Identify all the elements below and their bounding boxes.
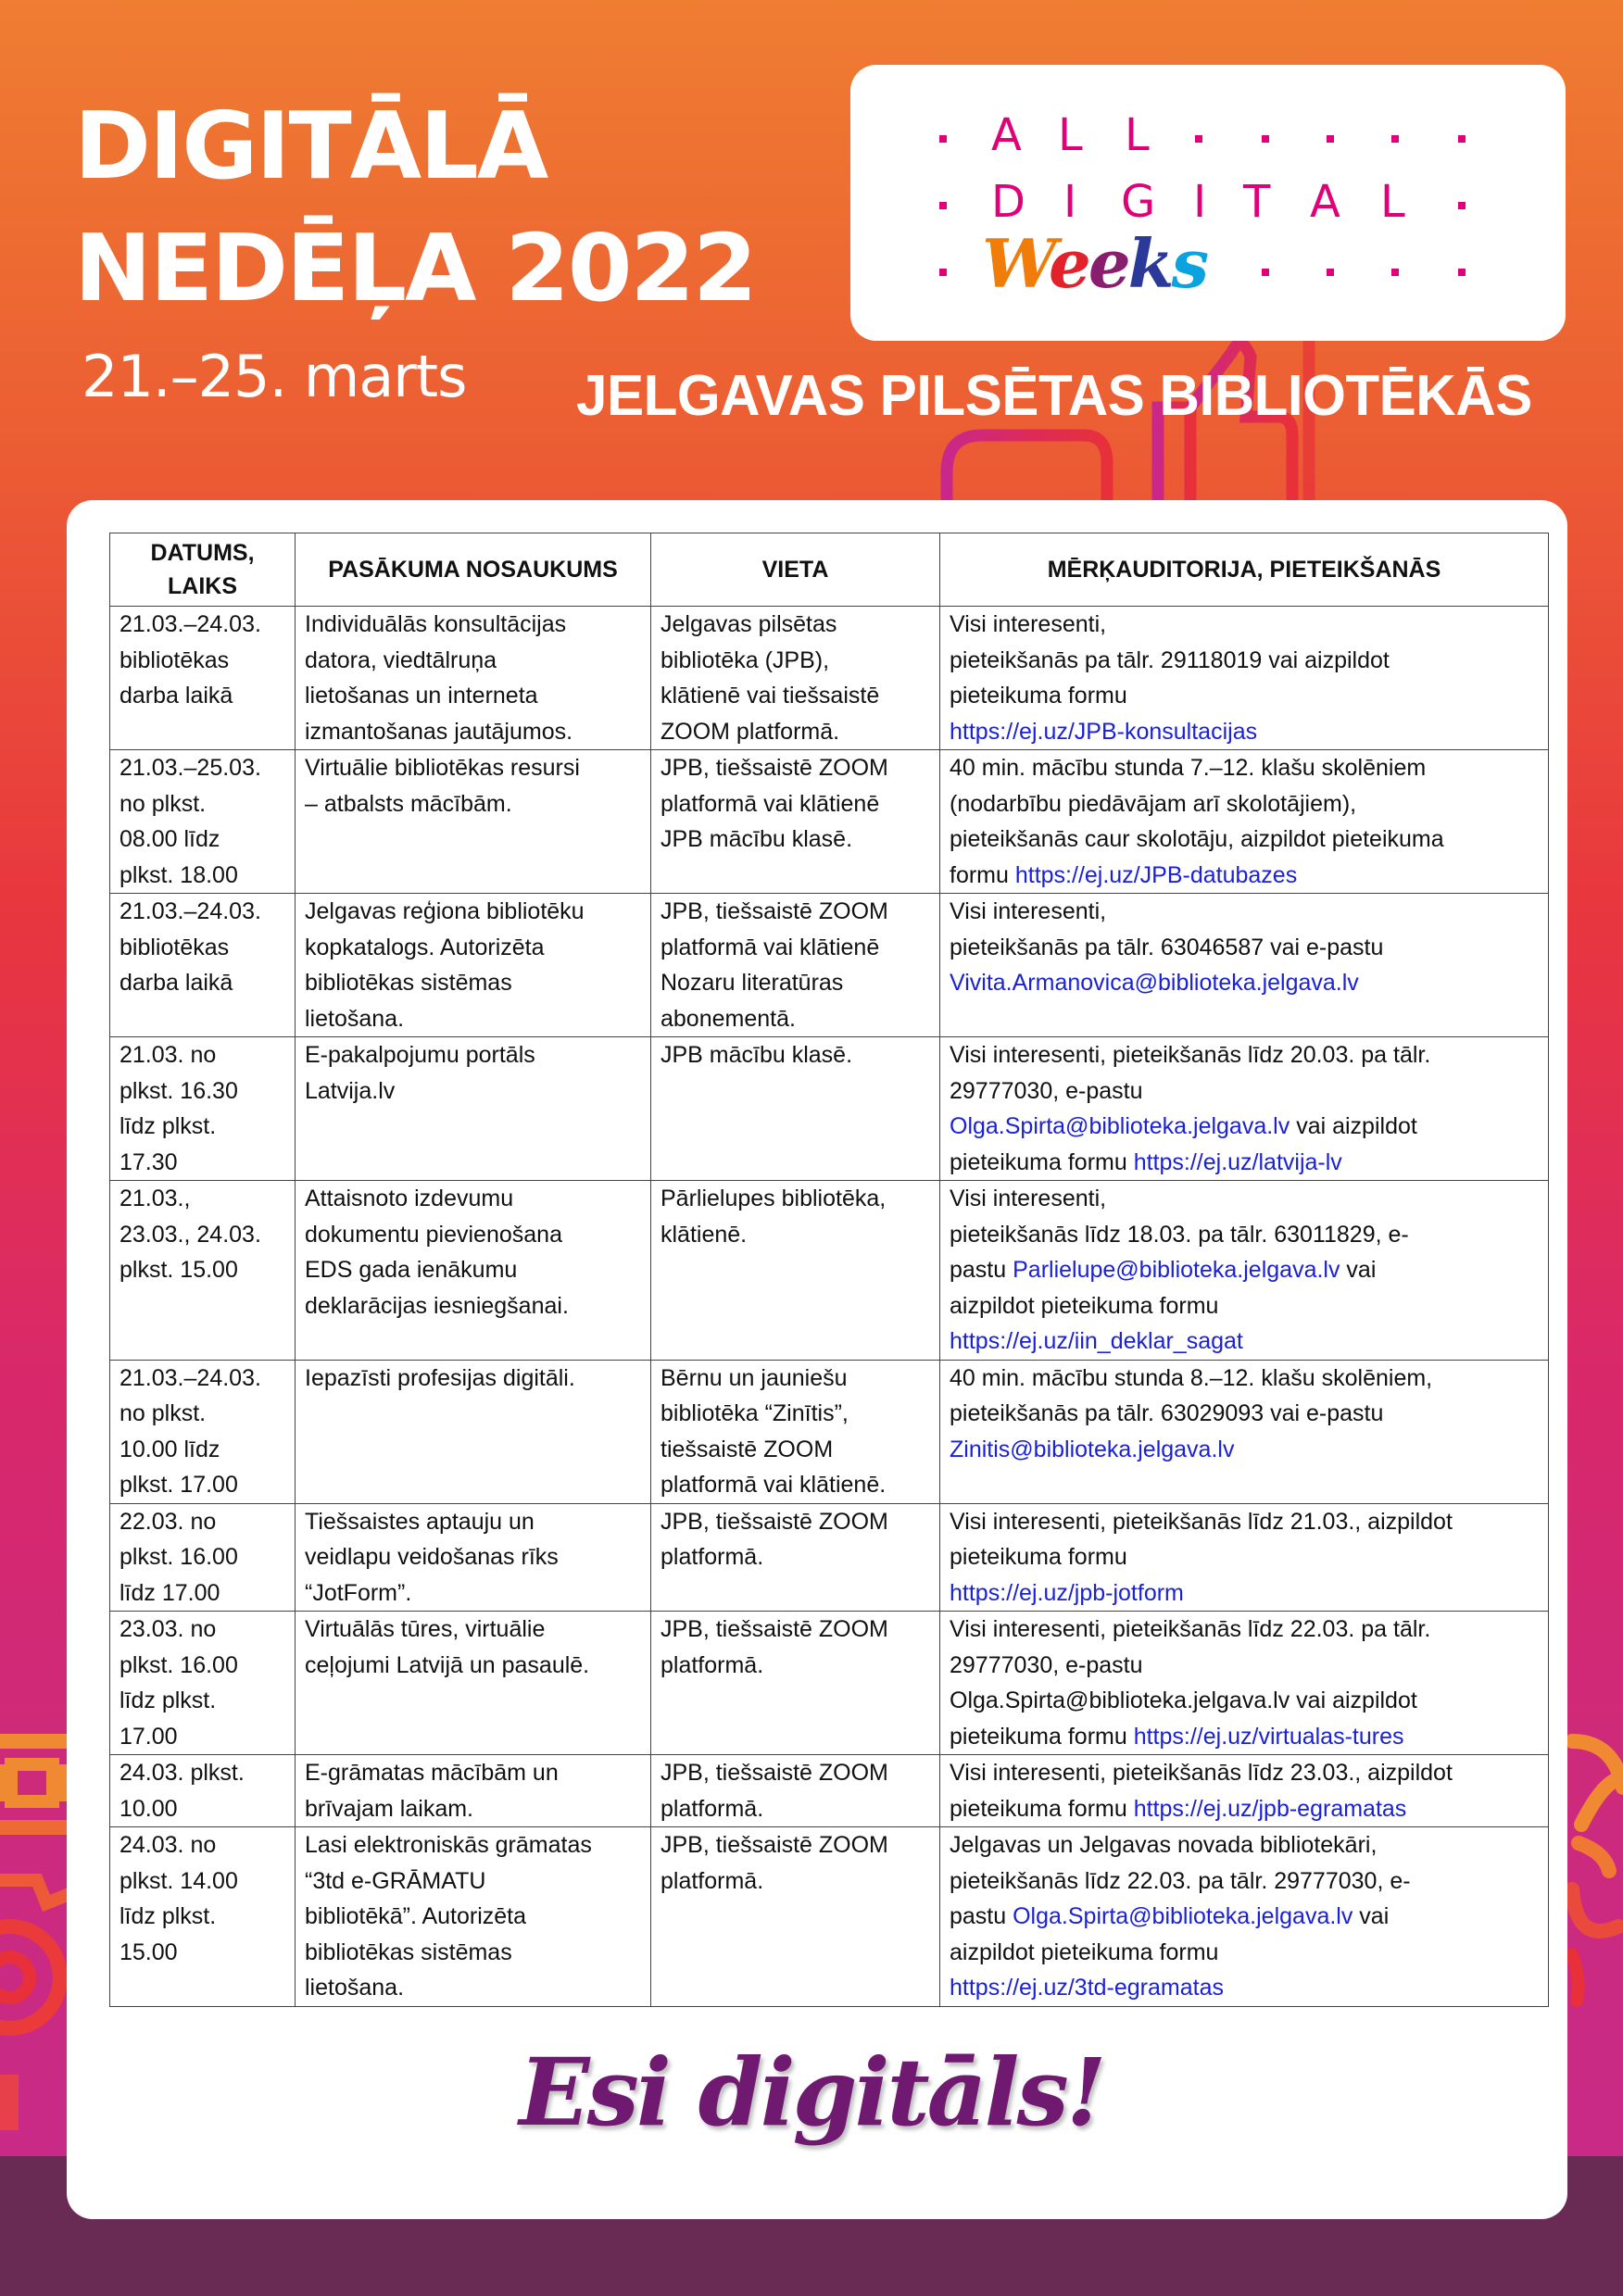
cell-event-name (296, 750, 651, 894)
cell-event-name (296, 607, 651, 750)
logo-weeks-wordmark (982, 224, 1206, 303)
cell-line: no plkst. (120, 790, 207, 817)
logo-dot (1458, 135, 1466, 143)
cell-audience (940, 1612, 1549, 1755)
cell-line (950, 1217, 1539, 1253)
cell-place (651, 1503, 940, 1612)
logo-dot (1195, 135, 1202, 143)
logo-row-weeks (850, 243, 1566, 298)
cell-line: Lasi elektroniskās grāmatas (305, 1832, 592, 1858)
cell-line: platformā. (661, 1651, 764, 1678)
cell-line (950, 1791, 1539, 1827)
text-segment: pieteikšanās pa tālr. 63046587 vai e-pastu (950, 934, 1384, 960)
cell-line: bibliotēkas (120, 934, 230, 960)
cell-line: plkst. 16.00 (120, 1544, 238, 1570)
cell-audience (940, 1755, 1549, 1827)
cell-line: plkst. 15.00 (120, 1257, 238, 1283)
events-table (109, 533, 1549, 2007)
cell-line (950, 858, 1539, 894)
cell-line: darba laikā (120, 970, 233, 996)
cell-line: Pārlielupes bibliotēka, (661, 1186, 887, 1211)
registration-link[interactable]: https://ej.uz/jpb-egramatas (1133, 1795, 1407, 1822)
table-row (110, 750, 1549, 894)
cell-line: abonementā. (661, 1005, 796, 1032)
cell-line: 10.00 līdz (120, 1436, 220, 1462)
cell-line: bibliotēka (JPB), (661, 646, 830, 673)
registration-link[interactable]: https://ej.uz/JPB-konsultacijas (950, 718, 1258, 745)
cell-line (950, 1432, 1539, 1468)
text-segment: pieteikšanās pa tālr. 29118019 vai aizpildot (950, 646, 1390, 673)
cell-event-name (296, 1181, 651, 1361)
cell-line: “JotForm”. (305, 1579, 412, 1606)
text-segment: pieteikuma formu (950, 1723, 1134, 1750)
cell-line: klātienē vai tiešsaistē (661, 683, 880, 709)
cell-place (651, 1827, 940, 2007)
weeks-letter: e (1049, 224, 1088, 303)
page-title (74, 85, 756, 330)
cell-line: lietošana. (305, 1975, 405, 2001)
cell-place (651, 1755, 940, 1827)
cell-line: JPB, tiešsaistē ZOOM (661, 1832, 888, 1858)
cell-line: Attaisnoto izdevumu (305, 1186, 514, 1211)
text-segment: (nodarbību piedāvājam arī skolotājiem), (950, 790, 1357, 817)
table-row (110, 894, 1549, 1037)
registration-link[interactable]: https://ej.uz/3td-egramatas (950, 1975, 1224, 2001)
cell-line: tiešsaistē ZOOM (661, 1436, 834, 1462)
cell-line: plkst. 18.00 (120, 861, 238, 888)
text-segment: Visi interesenti, (950, 611, 1107, 637)
logo-letter: D (991, 176, 1025, 228)
weeks-letter: W (982, 224, 1049, 303)
cell-line: 21.03. no (120, 1042, 217, 1068)
table-row (110, 1360, 1549, 1503)
registration-link[interactable]: https://ej.uz/jpb-jotform (950, 1579, 1184, 1606)
cell-line (950, 822, 1539, 858)
cell-event-name (296, 894, 651, 1037)
cell-line: plkst. 16.00 (120, 1651, 238, 1678)
logo-letter: G (1121, 176, 1156, 228)
cell-event-name (296, 1360, 651, 1503)
cell-line: līdz plkst. (120, 1903, 217, 1929)
cell-line: darba laikā (120, 683, 233, 709)
cell-line: kopkatalogs. Autorizēta (305, 934, 545, 960)
cell-date (110, 1755, 296, 1827)
cell-line: platformā vai klātienē (661, 790, 880, 817)
cell-line: E-pakalpojumu portāls (305, 1042, 535, 1068)
logo-dot (1458, 269, 1466, 276)
title-line-1: DIGITĀLĀ (74, 92, 547, 200)
text-segment: pieteikuma formu (950, 1148, 1134, 1175)
cell-line (950, 1827, 1539, 1863)
cell-line: JPB mācību klasē. (661, 1042, 853, 1068)
cell-line: deklarācijas iesniegšanai. (305, 1292, 569, 1319)
cell-line (950, 1073, 1539, 1110)
cell-line (950, 1719, 1539, 1755)
cell-line: Jelgavas pilsētas (661, 611, 837, 637)
table-row (110, 1755, 1549, 1827)
cell-date (110, 894, 296, 1037)
cell-line (950, 1037, 1539, 1073)
cell-line (950, 1755, 1539, 1791)
cell-line: platformā. (661, 1795, 764, 1822)
text-segment: Visi interesenti, (950, 898, 1107, 924)
cell-line (950, 786, 1539, 822)
cell-audience (940, 607, 1549, 750)
cell-line: lietošanas un interneta (305, 683, 538, 709)
cell-event-name (296, 1612, 651, 1755)
weeks-letter: e (1088, 224, 1128, 303)
cell-line (950, 894, 1539, 930)
cell-line: veidlapu veidošanas rīks (305, 1544, 559, 1570)
header-place: VIETA (651, 533, 940, 607)
cell-line: Nozaru literatūras (661, 970, 844, 996)
cell-line: JPB, tiešsaistē ZOOM (661, 1760, 888, 1786)
registration-link[interactable]: https://ej.uz/JPB-datubazes (1014, 861, 1298, 888)
subtitle-location: JELGAVAS PILSĒTAS BIBLIOTĒKĀS (576, 364, 1532, 428)
cell-line: līdz plkst. (120, 1687, 217, 1713)
table-row (110, 1612, 1549, 1755)
cell-line: Bērnu un jauniešu (661, 1364, 848, 1391)
cell-line: Tiešsaistes aptauju un (305, 1508, 535, 1535)
all-digital-weeks-logo (850, 65, 1566, 341)
cell-date (110, 1503, 296, 1612)
slogan: Esi digitāls! (519, 2038, 1104, 2147)
cell-line: datora, viedtālruņa (305, 646, 497, 673)
cell-line: 15.00 (120, 1938, 178, 1965)
cell-audience (940, 1360, 1549, 1503)
text-segment: Visi interesenti, pieteikšanās līdz 22.03. pa tālr. (950, 1616, 1431, 1642)
logo-letter: A (1310, 176, 1340, 228)
logo-dot (1391, 269, 1399, 276)
cell-line (950, 1612, 1539, 1648)
cell-line (950, 643, 1539, 679)
cell-line: JPB, tiešsaistē ZOOM (661, 1508, 888, 1535)
cell-line (950, 1109, 1539, 1145)
cell-line: 22.03. no (120, 1508, 217, 1535)
logo-letter: T (1243, 176, 1271, 228)
cell-line (950, 1361, 1539, 1397)
text-segment: Visi interesenti, pieteikšanās līdz 21.03., aizpildot (950, 1508, 1453, 1535)
cell-line: Individuālās konsultācijas (305, 611, 567, 637)
cell-line: 24.03. no (120, 1832, 217, 1858)
cell-line: izmantošanas jautājumos. (305, 718, 573, 745)
cell-line: brīvajam laikam. (305, 1795, 473, 1822)
cell-audience (940, 894, 1549, 1037)
cell-line (950, 965, 1539, 1001)
cell-line: 10.00 (120, 1795, 178, 1822)
cell-date (110, 1612, 296, 1755)
text-segment: pieteikšanās pa tālr. 63029093 vai e-pastu (950, 1400, 1384, 1426)
cell-line: “3td e-GRĀMATU (305, 1867, 486, 1894)
logo-letter: L (1380, 176, 1405, 228)
cell-line: bibliotēkas sistēmas (305, 1938, 512, 1965)
logo-letter: L (1125, 109, 1150, 161)
cell-line: klātienē. (661, 1221, 748, 1248)
email-link[interactable]: Zinitis@biblioteka.jelgava.lv (950, 1436, 1235, 1462)
cell-line: Jelgavas reģiona bibliotēku (305, 898, 585, 924)
text-segment: Visi interesenti, pieteikšanās līdz 20.03. pa tālr. (950, 1042, 1431, 1068)
cell-place (651, 750, 940, 894)
text-segment: pieteikšanās līdz 18.03. pa tālr. 63011829, e- (950, 1221, 1409, 1248)
text-segment: vai aizpildot (1290, 1113, 1417, 1139)
cell-line: 17.00 (120, 1723, 178, 1750)
text-segment: Olga.Spirta@biblioteka.jelgava.lv vai aizpildot (950, 1687, 1417, 1713)
cell-line: līdz 17.00 (120, 1579, 220, 1606)
cell-line (950, 1575, 1539, 1612)
cell-line (950, 607, 1539, 643)
email-link[interactable]: Olga.Spirta@biblioteka.jelgava.lv (950, 1113, 1290, 1139)
cell-event-name (296, 1755, 651, 1827)
cell-audience (940, 1037, 1549, 1181)
cell-line: bibliotēka “Zinītis”, (661, 1400, 849, 1426)
email-link[interactable]: Parlielupe@biblioteka.jelgava.lv (1013, 1257, 1340, 1283)
cell-line: bibliotēkas (120, 646, 230, 673)
table-row (110, 1503, 1549, 1612)
text-segment: pieteikuma formu (950, 1544, 1127, 1570)
weeks-letter: s (1171, 224, 1207, 303)
cell-line: 24.03. plkst. (120, 1760, 245, 1786)
logo-row-all (850, 109, 1566, 165)
cell-line (950, 1648, 1539, 1684)
cell-line: EDS gada ienākumu (305, 1257, 518, 1283)
cell-line (950, 1181, 1539, 1217)
cell-line (950, 1288, 1539, 1324)
cell-line: platformā vai klātienē (661, 934, 880, 960)
cell-place (651, 1360, 940, 1503)
cell-line: 23.03. no (120, 1616, 217, 1642)
cell-line (950, 1504, 1539, 1540)
cell-line: platformā. (661, 1867, 764, 1894)
cell-place (651, 1181, 940, 1361)
text-segment: Jelgavas un Jelgavas novada bibliotekāri, (950, 1832, 1378, 1858)
cell-line: 21.03., (120, 1186, 191, 1211)
cell-line (950, 714, 1539, 750)
cell-date (110, 1360, 296, 1503)
email-link[interactable]: Vivita.Armanovica@biblioteka.jelgava.lv (950, 970, 1359, 996)
cell-event-name (296, 1503, 651, 1612)
registration-link[interactable]: https://ej.uz/iin_deklar_sagat (950, 1328, 1243, 1354)
text-segment: pieteikšanās līdz 22.03. pa tālr. 29777030, e- (950, 1867, 1411, 1894)
cell-line: Iepazīsti profesijas digitāli. (305, 1364, 575, 1391)
cell-audience (940, 750, 1549, 894)
cell-line (950, 1252, 1539, 1288)
text-segment: Visi interesenti, (950, 1186, 1107, 1211)
cell-line: platformā vai klātienē. (661, 1472, 887, 1498)
text-segment: vai (1352, 1903, 1390, 1929)
registration-link[interactable]: https://ej.uz/virtualas-tures (1133, 1723, 1404, 1750)
text-segment: pieteikuma formu (950, 683, 1127, 709)
cell-place (651, 1037, 940, 1181)
table-header-row (110, 533, 1549, 607)
cell-line: lietošana. (305, 1005, 405, 1032)
cell-line: 17.30 (120, 1148, 178, 1175)
cell-place (651, 1612, 940, 1755)
table-row (110, 607, 1549, 750)
logo-dot (1458, 202, 1466, 209)
logo-dot (1391, 135, 1399, 143)
cell-line: JPB, tiešsaistē ZOOM (661, 898, 888, 924)
cell-date (110, 1037, 296, 1181)
table-row (110, 1827, 1549, 2007)
cell-line (950, 930, 1539, 966)
cell-line (950, 750, 1539, 786)
logo-dot (939, 202, 947, 209)
text-segment: 40 min. mācību stunda 8.–12. klašu skolēniem, (950, 1364, 1433, 1391)
cell-line: plkst. 14.00 (120, 1867, 238, 1894)
cell-place (651, 894, 940, 1037)
cell-line: JPB, tiešsaistē ZOOM (661, 1616, 888, 1642)
logo-dot (939, 269, 947, 276)
cell-line (950, 1863, 1539, 1900)
table-row (110, 1181, 1549, 1361)
logo-letter: I (1193, 176, 1207, 228)
cell-line (950, 1683, 1539, 1719)
text-segment: 29777030, e-pastu (950, 1651, 1143, 1678)
logo-letter: A (991, 109, 1022, 161)
cell-date (110, 750, 296, 894)
cell-line (950, 678, 1539, 714)
cell-line: Latvija.lv (305, 1077, 396, 1104)
text-segment: pastu (950, 1257, 1013, 1283)
text-segment: aizpildot pieteikuma formu (950, 1292, 1219, 1319)
cell-line: līdz plkst. (120, 1113, 217, 1139)
text-segment: pieteikuma formu (950, 1795, 1134, 1822)
cell-line: bibliotēkā”. Autorizēta (305, 1903, 527, 1929)
cell-date (110, 1181, 296, 1361)
cell-line: – atbalsts mācībām. (305, 790, 512, 817)
cell-line: ZOOM platformā. (661, 718, 840, 745)
text-segment: pieteikšanās caur skolotāju, aizpildot pieteikuma (950, 826, 1444, 852)
logo-dot (1327, 269, 1334, 276)
header-date: DATUMS, LAIKS (110, 533, 296, 607)
cell-line: 21.03.–25.03. (120, 755, 261, 781)
logo-letter: I (1063, 176, 1077, 228)
cell-audience (940, 1503, 1549, 1612)
cell-line: dokumentu pievienošana (305, 1221, 562, 1248)
registration-link[interactable]: https://ej.uz/latvija-lv (1133, 1148, 1342, 1175)
cell-line (950, 1539, 1539, 1575)
table-row (110, 1037, 1549, 1181)
cell-line: Virtuālie bibliotēkas resursi (305, 755, 580, 781)
cell-audience (940, 1181, 1549, 1361)
text-segment: Visi interesenti, pieteikšanās līdz 23.03., aizpildot (950, 1760, 1453, 1786)
logo-dot (1262, 269, 1269, 276)
cell-line: platformā. (661, 1544, 764, 1570)
weeks-letter: k (1127, 224, 1172, 303)
cell-line: ceļojumi Latvijā un pasaulē. (305, 1651, 590, 1678)
cell-line (950, 1899, 1539, 1935)
cell-line: JPB mācību klasē. (661, 826, 853, 852)
cell-event-name (296, 1037, 651, 1181)
cell-line (950, 1145, 1539, 1181)
cell-date (110, 1827, 296, 2007)
header-event-name: PASĀKUMA NOSAUKUMS (296, 533, 651, 607)
cell-line: Virtuālās tūres, virtuālie (305, 1616, 546, 1642)
cell-place (651, 607, 940, 750)
text-segment: 40 min. mācību stunda 7.–12. klašu skolēniem (950, 755, 1427, 781)
cell-line: 08.00 līdz (120, 826, 220, 852)
cell-line: JPB, tiešsaistē ZOOM (661, 755, 888, 781)
logo-dot (939, 135, 947, 143)
event-dates: 21.–25. marts (82, 343, 467, 410)
logo-dot (1262, 135, 1269, 143)
title-line-2: NEDĒĻA 2022 (74, 214, 756, 322)
cell-line: bibliotēkas sistēmas (305, 970, 512, 996)
cell-line: plkst. 16.30 (120, 1077, 238, 1104)
text-segment: 29777030, e-pastu (950, 1077, 1143, 1104)
cell-line: 21.03.–24.03. (120, 611, 261, 637)
cell-event-name (296, 1827, 651, 2007)
text-segment: aizpildot pieteikuma formu (950, 1938, 1219, 1965)
cell-line (950, 1970, 1539, 2006)
text-segment: pastu (950, 1903, 1013, 1929)
cell-date (110, 607, 296, 750)
cell-line: 21.03.–24.03. (120, 1364, 261, 1391)
email-link[interactable]: Olga.Spirta@biblioteka.jelgava.lv (1013, 1903, 1353, 1929)
header-audience: MĒRĶAUDITORIJA, PIETEIKŠANĀS (940, 533, 1549, 607)
text-segment: vai (1340, 1257, 1377, 1283)
logo-row-digital (850, 176, 1566, 232)
cell-audience (940, 1827, 1549, 2007)
logo-letter: L (1058, 109, 1083, 161)
cell-line: 21.03.–24.03. (120, 898, 261, 924)
cell-line (950, 1324, 1539, 1360)
cell-line: plkst. 17.00 (120, 1472, 238, 1498)
logo-dot (1327, 135, 1334, 143)
cell-line (950, 1396, 1539, 1432)
cell-line: no plkst. (120, 1400, 207, 1426)
text-segment: formu (950, 861, 1015, 888)
cell-line: E-grāmatas mācībām un (305, 1760, 559, 1786)
cell-line (950, 1935, 1539, 1971)
cell-line: 23.03., 24.03. (120, 1221, 261, 1248)
